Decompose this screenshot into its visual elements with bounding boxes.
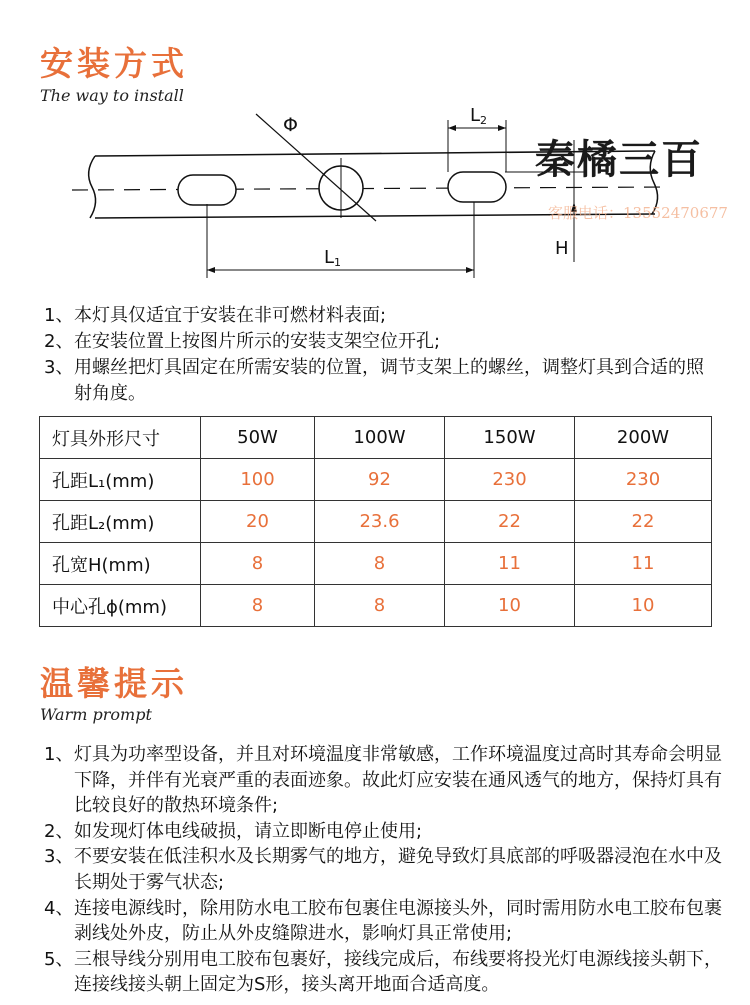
row-label: 孔距L₂(mm) bbox=[40, 501, 201, 543]
table-cell: 92 bbox=[315, 459, 445, 501]
brand-watermark: 秦橘三百 bbox=[535, 136, 703, 183]
row-label: 孔距L₁(mm) bbox=[40, 459, 201, 501]
table-cell: 23.6 bbox=[315, 501, 445, 543]
table-cell: 8 bbox=[201, 543, 315, 585]
table-cell: 10 bbox=[445, 585, 575, 627]
left-slot bbox=[178, 175, 236, 205]
install-steps-list bbox=[44, 303, 734, 407]
table-cell: 8 bbox=[315, 543, 445, 585]
list-item: 3、 用螺丝把灯具固定在所需安装的位置，调节支架上的螺丝，调整灯具到合适的照射角度。 bbox=[44, 357, 704, 404]
table-cell: 230 bbox=[445, 459, 575, 501]
table-header-cell: 100W bbox=[315, 417, 445, 459]
install-section-subtitle: The way to install bbox=[40, 86, 184, 105]
right-slot bbox=[448, 172, 506, 202]
table-header-cell: 灯具外形尺寸 bbox=[40, 417, 201, 459]
table-row bbox=[40, 459, 712, 501]
h-label: H bbox=[555, 238, 569, 259]
table-cell: 8 bbox=[201, 585, 315, 627]
l1-arrow-right bbox=[466, 267, 474, 273]
table-cell: 22 bbox=[575, 501, 712, 543]
phi-label: Φ bbox=[283, 114, 298, 136]
table-row bbox=[40, 585, 712, 627]
l1-label: L1 bbox=[324, 247, 342, 269]
table-row bbox=[40, 501, 712, 543]
contact-watermark: 客服电话：13552470677 bbox=[548, 204, 728, 222]
l2-arrow-right bbox=[498, 125, 506, 131]
table-header-row bbox=[40, 417, 712, 459]
list-item: 1、 灯具为功率型设备，并且对环境温度非常敏感，工作环境温度过高时其寿命会明显下降，并伴有光衰严重的表面迹象。故此灯应安装在通风透气的地方，保持灯具有比较良好的散热环境条件; bbox=[44, 744, 722, 817]
table-header-cell: 150W bbox=[445, 417, 575, 459]
table-cell: 11 bbox=[445, 543, 575, 585]
tips-section-title: 温馨提示 bbox=[40, 664, 188, 703]
list-item: 1、 本灯具仅适宜于安装在非可燃材料表面; bbox=[44, 305, 387, 326]
list-item: 3、 不要安装在低洼积水及长期雾气的地方，避免导致灯具底部的呼吸器浸泡在水中及长期处于雾气状态; bbox=[44, 846, 722, 893]
table-cell: 20 bbox=[201, 501, 315, 543]
table-cell: 230 bbox=[575, 459, 712, 501]
tips-section-subtitle: Warm prompt bbox=[40, 705, 152, 724]
table-cell: 8 bbox=[315, 585, 445, 627]
table-header-cell: 200W bbox=[575, 417, 712, 459]
mounting-diagram bbox=[0, 100, 750, 295]
spec-table bbox=[39, 416, 712, 627]
tips-list bbox=[44, 742, 729, 998]
list-item: 4、 连接电源线时，除用防水电工胶布包裹住电源接头外，同时需用防水电工胶布包裹剥线处外皮，防止从外皮缝隙进水，影响灯具正常使用; bbox=[44, 897, 722, 945]
row-label: 孔宽H(mm) bbox=[40, 543, 201, 585]
list-item: 5、 三根导线分别用电工胶布包裹好，接线完成后，布线要将投光灯电源线接头朝下，连接线接头朝上固定为S形，接头离开地面合适高度。 bbox=[44, 948, 722, 996]
table-header-cell: 50W bbox=[201, 417, 315, 459]
table-cell: 100 bbox=[201, 459, 315, 501]
center-line bbox=[72, 187, 670, 190]
bracket-left-break bbox=[89, 156, 96, 218]
phi-leader bbox=[256, 114, 376, 221]
l2-label: L2 bbox=[470, 105, 488, 127]
table-row bbox=[40, 543, 712, 585]
l1-arrow-left bbox=[207, 267, 215, 273]
list-item: 2、 如发现灯体电线破损，请立即断电停止使用; bbox=[44, 820, 423, 842]
table-cell: 10 bbox=[575, 585, 712, 627]
install-section-title: 安装方式 bbox=[40, 44, 188, 83]
list-item: 2、 在安装位置上按图片所示的安装支架空位开孔; bbox=[44, 331, 441, 352]
table-cell: 11 bbox=[575, 543, 712, 585]
row-label: 中心孔ϕ(mm) bbox=[40, 585, 201, 627]
table-cell: 22 bbox=[445, 501, 575, 543]
l2-arrow-left bbox=[448, 125, 456, 131]
